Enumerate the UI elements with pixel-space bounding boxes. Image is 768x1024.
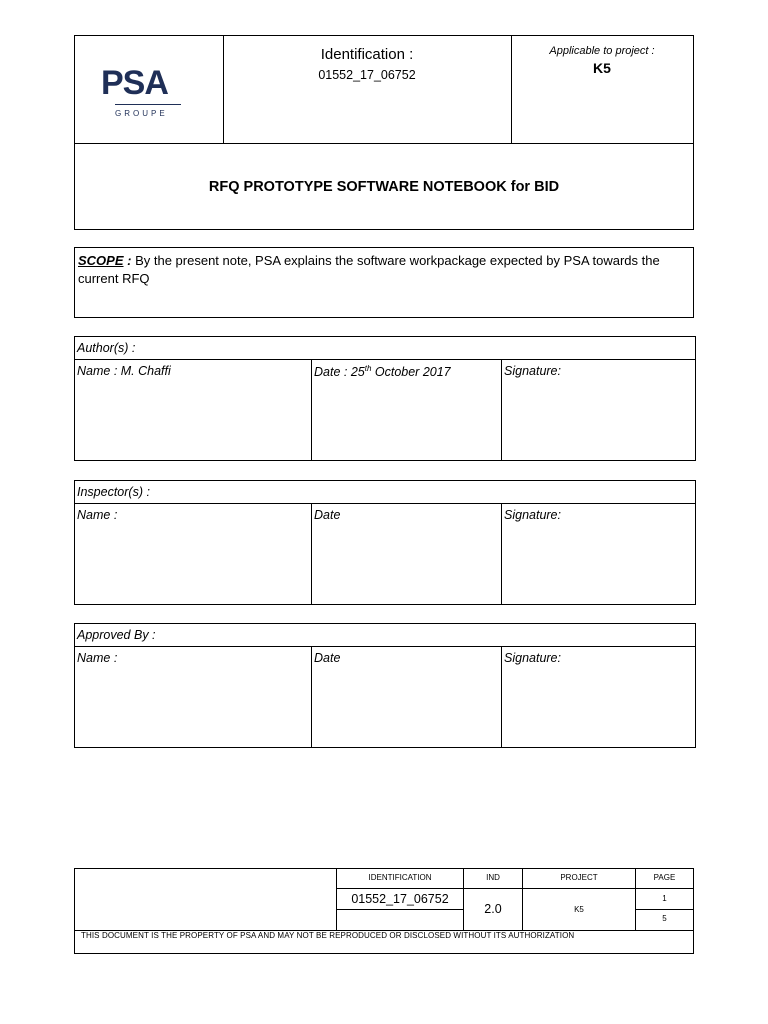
footer-page-total: 5 bbox=[662, 914, 667, 923]
author-date-sup: th bbox=[364, 364, 372, 373]
author-heading: Author(s) : bbox=[75, 337, 695, 360]
document-header bbox=[74, 35, 694, 230]
inspector-name: Name : bbox=[75, 504, 312, 604]
inspector-date: Date bbox=[312, 504, 502, 604]
identification-cell bbox=[223, 36, 512, 143]
psa-groupe-logo bbox=[101, 66, 201, 116]
footer-project-header: PROJECT bbox=[560, 873, 598, 882]
author-date-prefix: Date : 25 bbox=[314, 365, 365, 380]
footer-page-header: PAGE bbox=[653, 873, 676, 882]
project-cell bbox=[511, 36, 693, 143]
approved-date: Date bbox=[312, 647, 502, 747]
author-date bbox=[312, 360, 502, 460]
footer-divider bbox=[336, 909, 463, 910]
inspector-table bbox=[74, 480, 696, 605]
author-table bbox=[74, 336, 696, 461]
document-footer bbox=[74, 868, 694, 954]
footer-identification-header: IDENTIFICATION bbox=[368, 873, 432, 882]
identification-value: 01552_17_06752 bbox=[318, 68, 416, 82]
footer-project-value: K5 bbox=[574, 905, 584, 914]
inspector-heading: Inspector(s) : bbox=[75, 481, 695, 504]
scope-label: SCOPE bbox=[78, 253, 124, 268]
logo-cell bbox=[75, 36, 224, 143]
scope-box bbox=[74, 247, 694, 318]
author-name: Name : M. Chaffi bbox=[75, 360, 312, 460]
logo-rule bbox=[115, 104, 181, 105]
footer-divider bbox=[635, 909, 693, 910]
author-signature: Signature: bbox=[504, 364, 561, 378]
inspector-signature: Signature: bbox=[504, 508, 561, 522]
footer-divider bbox=[336, 888, 693, 889]
approved-signature: Signature: bbox=[504, 651, 561, 665]
footer-identification-value: 01552_17_06752 bbox=[351, 892, 449, 906]
footer-page-current: 1 bbox=[662, 894, 667, 903]
footer-ind-header: IND bbox=[486, 873, 500, 882]
footer-ind-value: 2.0 bbox=[484, 902, 502, 916]
project-label: Applicable to project : bbox=[549, 45, 655, 57]
scope-colon: : bbox=[123, 253, 132, 268]
scope-text: By the present note, PSA explains the software workpackage expected by PSA towards the current RFQ bbox=[78, 253, 660, 286]
logo-brand: PSA bbox=[101, 64, 168, 102]
footer-notice: THIS DOCUMENT IS THE PROPERTY OF PSA AND MAY NOT BE REPRODUCED OR DISCLOSED WITHOUT ITS AUTHORIZATION bbox=[81, 931, 575, 940]
approved-heading: Approved By : bbox=[75, 624, 695, 647]
approved-name: Name : bbox=[75, 647, 312, 747]
logo-sub: GROUPE bbox=[115, 109, 168, 118]
header-top-row bbox=[75, 36, 693, 144]
identification-label: Identification : bbox=[320, 46, 414, 63]
document-title: RFQ PROTOTYPE SOFTWARE NOTEBOOK for BID bbox=[208, 179, 560, 195]
approved-table bbox=[74, 623, 696, 748]
author-date-suffix: October 2017 bbox=[371, 365, 451, 380]
project-value: K5 bbox=[593, 60, 611, 76]
